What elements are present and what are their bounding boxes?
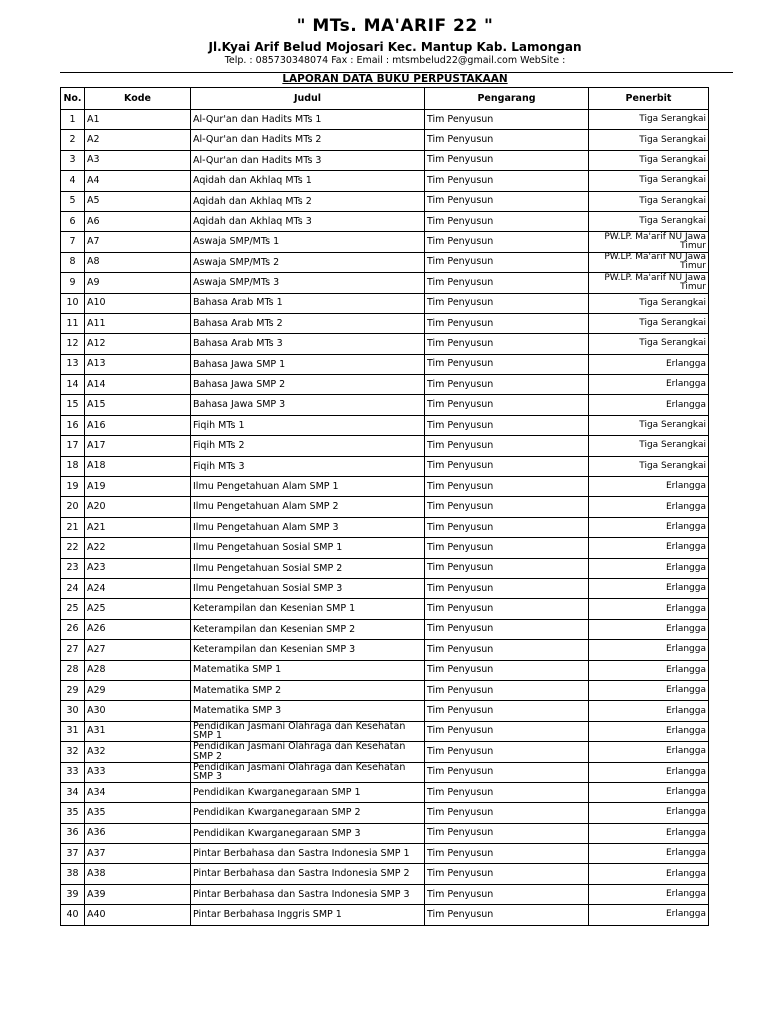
cell-judul: Bahasa Jawa SMP 2	[191, 375, 425, 395]
column-header-penerbit: Penerbit	[589, 88, 709, 110]
cell-penerbit: Erlangga	[589, 640, 709, 660]
table-row	[61, 721, 709, 741]
cell-pengarang: Tim Penyusun	[425, 171, 589, 191]
cell-penerbit: Erlangga	[589, 558, 709, 578]
cell-pengarang: Tim Penyusun	[425, 395, 589, 415]
cell-no: 32	[61, 742, 85, 762]
cell-judul: Matematika SMP 2	[191, 680, 425, 700]
table-row	[61, 599, 709, 619]
cell-no: 3	[61, 150, 85, 170]
cell-pengarang: Tim Penyusun	[425, 497, 589, 517]
cell-no: 31	[61, 721, 85, 741]
cell-kode: A20	[85, 497, 191, 517]
cell-no: 33	[61, 762, 85, 782]
cell-penerbit: Tiga Serangkai	[589, 110, 709, 130]
cell-kode: A21	[85, 517, 191, 537]
cell-pengarang: Tim Penyusun	[425, 640, 589, 660]
cell-pengarang: Tim Penyusun	[425, 844, 589, 864]
column-header-no: No.	[61, 88, 85, 110]
cell-penerbit: Tiga Serangkai	[589, 456, 709, 476]
cell-penerbit: Erlangga	[589, 762, 709, 782]
cell-no: 20	[61, 497, 85, 517]
table-row	[61, 415, 709, 435]
table-row	[61, 232, 709, 252]
cell-penerbit: Erlangga	[589, 742, 709, 762]
cell-penerbit: Tiga Serangkai	[589, 191, 709, 211]
cell-penerbit: Erlangga	[589, 375, 709, 395]
cell-penerbit: Tiga Serangkai	[589, 171, 709, 191]
cell-pengarang: Tim Penyusun	[425, 191, 589, 211]
table-row	[61, 803, 709, 823]
table-row	[61, 884, 709, 904]
cell-judul: Al-Qur'an dan Hadits MTs 1	[191, 110, 425, 130]
cell-judul: Bahasa Arab MTs 1	[191, 293, 425, 313]
cell-kode: A11	[85, 313, 191, 333]
column-header-kode: Kode	[85, 88, 191, 110]
cell-no: 2	[61, 130, 85, 150]
cell-no: 29	[61, 680, 85, 700]
table-row	[61, 313, 709, 333]
cell-penerbit: Tiga Serangkai	[589, 313, 709, 333]
cell-penerbit: Tiga Serangkai	[589, 436, 709, 456]
cell-judul: Matematika SMP 3	[191, 701, 425, 721]
cell-no: 28	[61, 660, 85, 680]
cell-judul: Pendidikan Kwarganegaraan SMP 2	[191, 803, 425, 823]
cell-no: 35	[61, 803, 85, 823]
cell-judul: Pendidikan Jasmani Olahraga dan Kesehatan SMP 2	[191, 742, 425, 762]
cell-judul: Keterampilan dan Kesenian SMP 1	[191, 599, 425, 619]
cell-penerbit: Erlangga	[589, 497, 709, 517]
cell-pengarang: Tim Penyusun	[425, 680, 589, 700]
cell-kode: A4	[85, 171, 191, 191]
cell-penerbit: Erlangga	[589, 782, 709, 802]
table-row	[61, 762, 709, 782]
cell-penerbit: Erlangga	[589, 578, 709, 598]
cell-judul: Keterampilan dan Kesenian SMP 3	[191, 640, 425, 660]
cell-judul: Ilmu Pengetahuan Sosial SMP 1	[191, 538, 425, 558]
table-row	[61, 273, 709, 293]
table-row	[61, 110, 709, 130]
cell-kode: A1	[85, 110, 191, 130]
table-row	[61, 293, 709, 313]
cell-no: 21	[61, 517, 85, 537]
cell-penerbit: PW.LP. Ma'arif NU Jawa Timur	[589, 252, 709, 272]
cell-no: 37	[61, 844, 85, 864]
table-row	[61, 375, 709, 395]
table-row	[61, 517, 709, 537]
cell-no: 6	[61, 211, 85, 231]
cell-penerbit: Erlangga	[589, 660, 709, 680]
cell-judul: Pendidikan Jasmani Olahraga dan Kesehatan SMP 1	[191, 721, 425, 741]
cell-pengarang: Tim Penyusun	[425, 599, 589, 619]
cell-judul: Fiqih MTs 1	[191, 415, 425, 435]
table-row	[61, 578, 709, 598]
cell-judul: Ilmu Pengetahuan Sosial SMP 2	[191, 558, 425, 578]
cell-kode: A23	[85, 558, 191, 578]
cell-no: 5	[61, 191, 85, 211]
cell-kode: A16	[85, 415, 191, 435]
cell-no: 36	[61, 823, 85, 843]
column-header-pengarang: Pengarang	[425, 88, 589, 110]
cell-judul: Bahasa Jawa SMP 1	[191, 354, 425, 374]
cell-no: 27	[61, 640, 85, 660]
cell-penerbit: Erlangga	[589, 864, 709, 884]
cell-judul: Pendidikan Kwarganegaraan SMP 1	[191, 782, 425, 802]
cell-no: 16	[61, 415, 85, 435]
table-body	[61, 110, 709, 926]
cell-no: 30	[61, 701, 85, 721]
cell-penerbit: Tiga Serangkai	[589, 334, 709, 354]
table-row	[61, 782, 709, 802]
cell-pengarang: Tim Penyusun	[425, 375, 589, 395]
cell-pengarang: Tim Penyusun	[425, 782, 589, 802]
cell-pengarang: Tim Penyusun	[425, 232, 589, 252]
table-row	[61, 558, 709, 578]
cell-kode: A17	[85, 436, 191, 456]
table-row	[61, 211, 709, 231]
school-address: Jl.Kyai Arif Belud Mojosari Kec. Mantup Kab. Lamongan	[208, 40, 582, 54]
cell-pengarang: Tim Penyusun	[425, 578, 589, 598]
cell-penerbit: Erlangga	[589, 823, 709, 843]
cell-judul: Aqidah dan Akhlaq MTs 2	[191, 191, 425, 211]
cell-no: 7	[61, 232, 85, 252]
cell-no: 40	[61, 905, 85, 925]
cell-no: 26	[61, 619, 85, 639]
cell-kode: A39	[85, 884, 191, 904]
table-row	[61, 619, 709, 639]
cell-pengarang: Tim Penyusun	[425, 313, 589, 333]
cell-judul: Pendidikan Kwarganegaraan SMP 3	[191, 823, 425, 843]
cell-kode: A13	[85, 354, 191, 374]
cell-kode: A22	[85, 538, 191, 558]
cell-penerbit: Tiga Serangkai	[589, 150, 709, 170]
cell-penerbit: Erlangga	[589, 803, 709, 823]
table-row	[61, 150, 709, 170]
cell-no: 19	[61, 477, 85, 497]
cell-judul: Ilmu Pengetahuan Alam SMP 2	[191, 497, 425, 517]
cell-judul: Ilmu Pengetahuan Alam SMP 3	[191, 517, 425, 537]
cell-no: 9	[61, 273, 85, 293]
cell-penerbit: Erlangga	[589, 701, 709, 721]
cell-kode: A37	[85, 844, 191, 864]
cell-kode: A33	[85, 762, 191, 782]
cell-no: 4	[61, 171, 85, 191]
cell-pengarang: Tim Penyusun	[425, 273, 589, 293]
cell-penerbit: Erlangga	[589, 538, 709, 558]
cell-pengarang: Tim Penyusun	[425, 150, 589, 170]
cell-no: 23	[61, 558, 85, 578]
school-contact: Telp. : 085730348074 Fax : Email : mtsmbelud22@gmail.com WebSite :	[224, 55, 566, 66]
column-header-judul: Judul	[191, 88, 425, 110]
cell-no: 12	[61, 334, 85, 354]
cell-judul: Matematika SMP 1	[191, 660, 425, 680]
table-row	[61, 395, 709, 415]
table-row	[61, 844, 709, 864]
book-data-table	[60, 87, 709, 926]
cell-kode: A34	[85, 782, 191, 802]
cell-kode: A5	[85, 191, 191, 211]
cell-pengarang: Tim Penyusun	[425, 538, 589, 558]
cell-pengarang: Tim Penyusun	[425, 823, 589, 843]
table-row	[61, 701, 709, 721]
cell-kode: A36	[85, 823, 191, 843]
cell-pengarang: Tim Penyusun	[425, 130, 589, 150]
table-row	[61, 864, 709, 884]
school-name: " MTs. MA'ARIF 22 "	[296, 16, 494, 36]
cell-penerbit: PW.LP. Ma'arif NU Jawa Timur	[589, 273, 709, 293]
cell-judul: Ilmu Pengetahuan Alam SMP 1	[191, 477, 425, 497]
cell-kode: A30	[85, 701, 191, 721]
cell-pengarang: Tim Penyusun	[425, 558, 589, 578]
cell-pengarang: Tim Penyusun	[425, 456, 589, 476]
cell-kode: A18	[85, 456, 191, 476]
cell-kode: A32	[85, 742, 191, 762]
cell-no: 11	[61, 313, 85, 333]
cell-pengarang: Tim Penyusun	[425, 477, 589, 497]
cell-kode: A6	[85, 211, 191, 231]
cell-no: 17	[61, 436, 85, 456]
cell-penerbit: Erlangga	[589, 844, 709, 864]
table-row	[61, 436, 709, 456]
table-row	[61, 477, 709, 497]
cell-pengarang: Tim Penyusun	[425, 517, 589, 537]
table-header-row	[61, 88, 709, 110]
cell-no: 18	[61, 456, 85, 476]
cell-kode: A14	[85, 375, 191, 395]
cell-judul: Keterampilan dan Kesenian SMP 2	[191, 619, 425, 639]
cell-kode: A24	[85, 578, 191, 598]
cell-judul: Aswaja SMP/MTs 2	[191, 252, 425, 272]
cell-penerbit: Erlangga	[589, 517, 709, 537]
table-row	[61, 334, 709, 354]
cell-judul: Pintar Berbahasa Inggris SMP 1	[191, 905, 425, 925]
cell-penerbit: Erlangga	[589, 477, 709, 497]
cell-no: 1	[61, 110, 85, 130]
cell-pengarang: Tim Penyusun	[425, 110, 589, 130]
table-row	[61, 640, 709, 660]
cell-penerbit: Erlangga	[589, 905, 709, 925]
cell-penerbit: Erlangga	[589, 395, 709, 415]
cell-judul: Pintar Berbahasa dan Sastra Indonesia SMP 1	[191, 844, 425, 864]
cell-penerbit: Erlangga	[589, 354, 709, 374]
table-row	[61, 538, 709, 558]
cell-pengarang: Tim Penyusun	[425, 334, 589, 354]
cell-penerbit: Tiga Serangkai	[589, 415, 709, 435]
cell-pengarang: Tim Penyusun	[425, 211, 589, 231]
cell-judul: Ilmu Pengetahuan Sosial SMP 3	[191, 578, 425, 598]
cell-penerbit: Tiga Serangkai	[589, 293, 709, 313]
cell-kode: A2	[85, 130, 191, 150]
cell-pengarang: Tim Penyusun	[425, 415, 589, 435]
cell-kode: A12	[85, 334, 191, 354]
cell-kode: A35	[85, 803, 191, 823]
cell-pengarang: Tim Penyusun	[425, 436, 589, 456]
cell-kode: A27	[85, 640, 191, 660]
cell-penerbit: Tiga Serangkai	[589, 130, 709, 150]
cell-no: 38	[61, 864, 85, 884]
cell-kode: A25	[85, 599, 191, 619]
cell-pengarang: Tim Penyusun	[425, 619, 589, 639]
cell-no: 10	[61, 293, 85, 313]
cell-pengarang: Tim Penyusun	[425, 742, 589, 762]
cell-judul: Fiqih MTs 2	[191, 436, 425, 456]
table-row	[61, 823, 709, 843]
cell-penerbit: Erlangga	[589, 680, 709, 700]
cell-penerbit: Erlangga	[589, 619, 709, 639]
cell-no: 13	[61, 354, 85, 374]
cell-penerbit: Erlangga	[589, 599, 709, 619]
cell-judul: Al-Qur'an dan Hadits MTs 2	[191, 130, 425, 150]
table-row	[61, 742, 709, 762]
table-row	[61, 252, 709, 272]
table-row	[61, 497, 709, 517]
cell-pengarang: Tim Penyusun	[425, 354, 589, 374]
cell-judul: Aqidah dan Akhlaq MTs 1	[191, 171, 425, 191]
cell-kode: A31	[85, 721, 191, 741]
table-row	[61, 680, 709, 700]
cell-judul: Pendidikan Jasmani Olahraga dan Kesehatan SMP 3	[191, 762, 425, 782]
cell-no: 8	[61, 252, 85, 272]
table-row	[61, 354, 709, 374]
cell-pengarang: Tim Penyusun	[425, 803, 589, 823]
cell-judul: Bahasa Jawa SMP 3	[191, 395, 425, 415]
cell-kode: A9	[85, 273, 191, 293]
cell-no: 39	[61, 884, 85, 904]
cell-kode: A8	[85, 252, 191, 272]
cell-penerbit: Erlangga	[589, 884, 709, 904]
cell-kode: A26	[85, 619, 191, 639]
cell-pengarang: Tim Penyusun	[425, 252, 589, 272]
cell-judul: Aswaja SMP/MTs 1	[191, 232, 425, 252]
cell-pengarang: Tim Penyusun	[425, 701, 589, 721]
table-row	[61, 191, 709, 211]
cell-judul: Bahasa Arab MTs 2	[191, 313, 425, 333]
cell-judul: Fiqih MTs 3	[191, 456, 425, 476]
table-row	[61, 660, 709, 680]
cell-kode: A29	[85, 680, 191, 700]
cell-no: 22	[61, 538, 85, 558]
cell-pengarang: Tim Penyusun	[425, 721, 589, 741]
cell-penerbit: PW.LP. Ma'arif NU Jawa Timur	[589, 232, 709, 252]
cell-judul: Aswaja SMP/MTs 3	[191, 273, 425, 293]
cell-kode: A38	[85, 864, 191, 884]
table-row	[61, 456, 709, 476]
cell-penerbit: Tiga Serangkai	[589, 211, 709, 231]
cell-no: 14	[61, 375, 85, 395]
cell-pengarang: Tim Penyusun	[425, 660, 589, 680]
table-row	[61, 171, 709, 191]
cell-no: 15	[61, 395, 85, 415]
cell-no: 24	[61, 578, 85, 598]
cell-no: 34	[61, 782, 85, 802]
cell-pengarang: Tim Penyusun	[425, 905, 589, 925]
cell-pengarang: Tim Penyusun	[425, 762, 589, 782]
cell-kode: A3	[85, 150, 191, 170]
cell-kode: A10	[85, 293, 191, 313]
cell-kode: A40	[85, 905, 191, 925]
cell-kode: A19	[85, 477, 191, 497]
cell-kode: A15	[85, 395, 191, 415]
cell-penerbit: Erlangga	[589, 721, 709, 741]
cell-kode: A28	[85, 660, 191, 680]
cell-no: 25	[61, 599, 85, 619]
cell-judul: Bahasa Arab MTs 3	[191, 334, 425, 354]
cell-judul: Al-Qur'an dan Hadits MTs 3	[191, 150, 425, 170]
table-row	[61, 130, 709, 150]
cell-judul: Pintar Berbahasa dan Sastra Indonesia SMP 3	[191, 884, 425, 904]
cell-pengarang: Tim Penyusun	[425, 864, 589, 884]
cell-judul: Aqidah dan Akhlaq MTs 3	[191, 211, 425, 231]
cell-pengarang: Tim Penyusun	[425, 884, 589, 904]
report-title: LAPORAN DATA BUKU PERPUSTAKAAN	[282, 73, 508, 85]
cell-judul: Pintar Berbahasa dan Sastra Indonesia SMP 2	[191, 864, 425, 884]
cell-pengarang: Tim Penyusun	[425, 293, 589, 313]
table-row	[61, 905, 709, 925]
cell-kode: A7	[85, 232, 191, 252]
